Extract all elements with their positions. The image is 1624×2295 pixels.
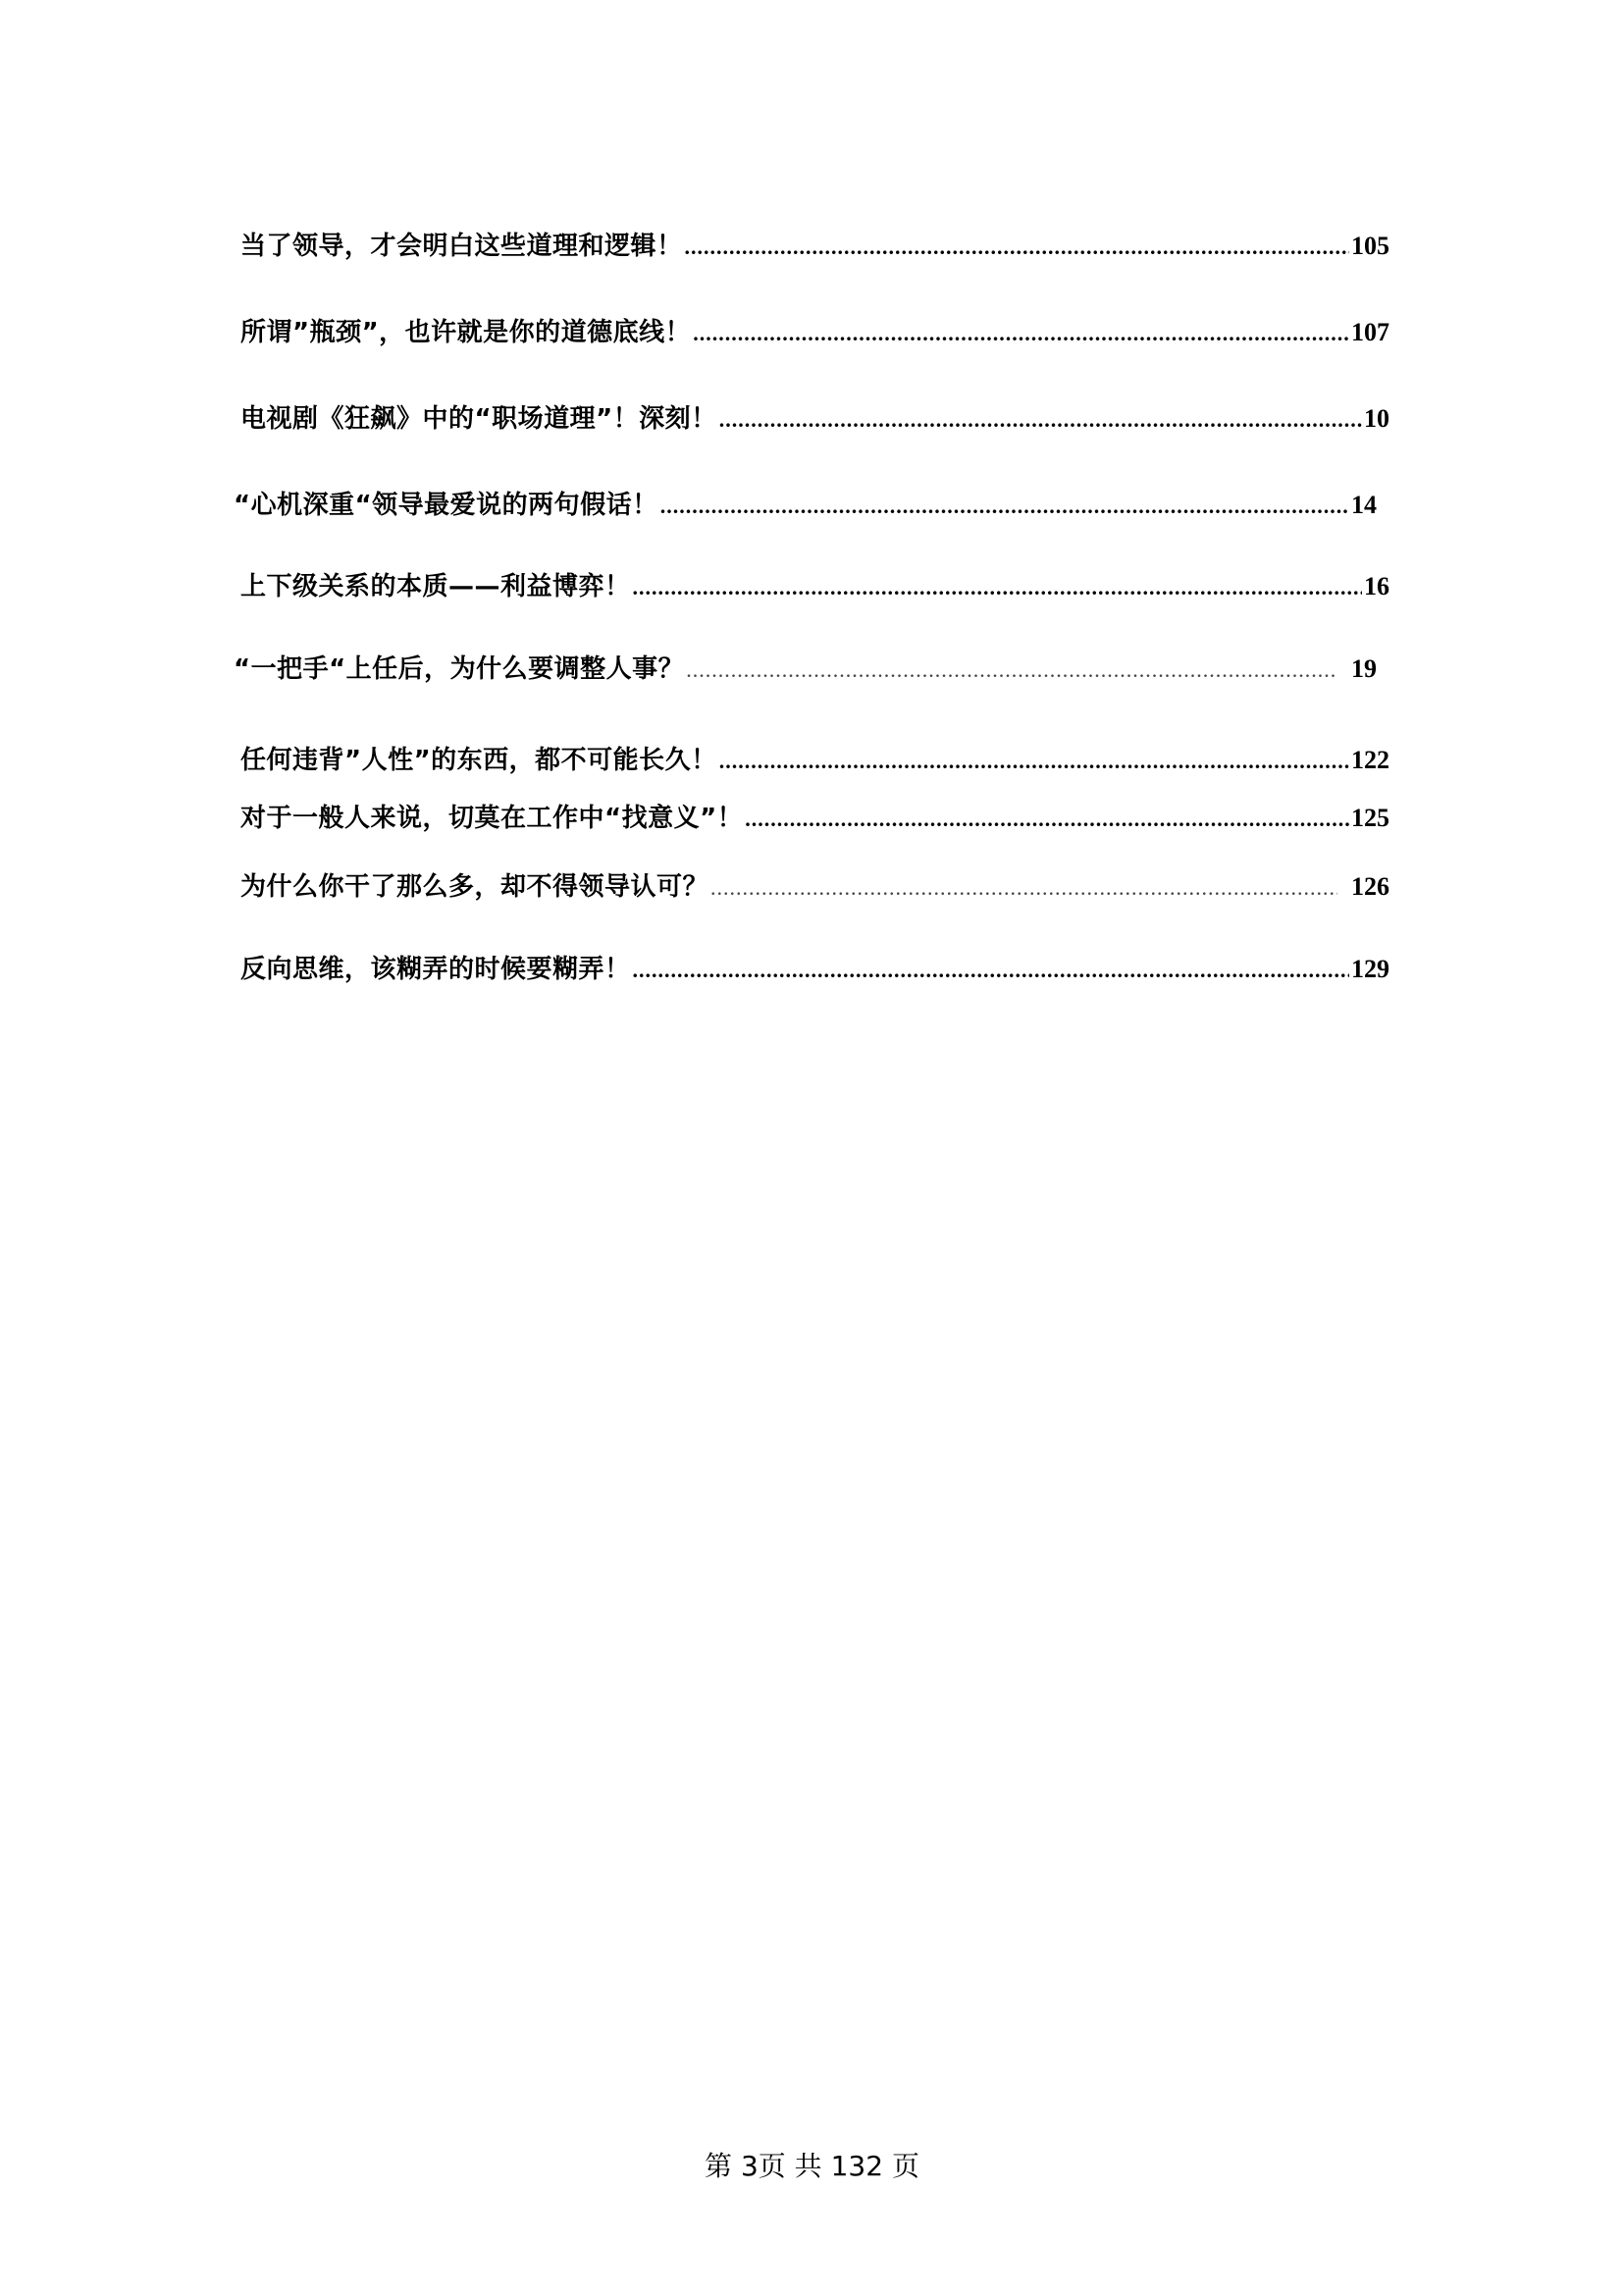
- toc-dot-leader: [686, 657, 1337, 683]
- toc-entry-title: 为什么你干了那么多，却不得领导认可？: [240, 872, 709, 902]
- toc-entry-page: 126: [1351, 872, 1389, 901]
- toc-entry[interactable]: [240, 226, 1389, 265]
- toc-dot-leader: [719, 407, 1362, 433]
- footer-suffix: 页: [883, 2150, 919, 2182]
- toc-entry-page: 105: [1351, 232, 1389, 260]
- footer-total-pages: 132: [830, 2150, 884, 2182]
- toc-entry-page: 10: [1364, 404, 1389, 433]
- toc-entry[interactable]: [240, 798, 1389, 837]
- footer-current-page: 3: [740, 2150, 759, 2182]
- toc-entry-title: 对于一般人来说，切莫在工作中“找意义”！: [240, 804, 744, 833]
- toc-entry[interactable]: [240, 740, 1389, 779]
- toc-entry[interactable]: [240, 949, 1389, 988]
- toc-entry-title: 反向思维，该糊弄的时候要糊弄！: [240, 955, 631, 984]
- toc-entry[interactable]: [234, 649, 1377, 688]
- toc-entry[interactable]: [234, 485, 1377, 524]
- toc-entry[interactable]: [240, 866, 1389, 906]
- footer-middle: 页 共: [758, 2150, 831, 2182]
- toc-entry-title: 电视剧《狂飙》中的“职场道理”！深刻！: [240, 404, 717, 434]
- toc-dot-leader: [745, 807, 1349, 832]
- toc-entry-title: 任何违背”人性”的东西，都不可能长久！: [240, 746, 717, 775]
- toc-entry[interactable]: [240, 566, 1389, 605]
- page-footer: [0, 2145, 1624, 2184]
- toc-entry-title: 当了领导，才会明白这些道理和逻辑！: [240, 232, 683, 261]
- toc-dot-leader: [633, 575, 1362, 600]
- toc-entry-title: 上下级关系的本质——利益博弈！: [240, 572, 631, 601]
- toc-dot-leader: [685, 235, 1349, 260]
- toc-dot-leader: [710, 875, 1337, 901]
- toc-dot-leader: [660, 494, 1349, 519]
- toc-entry-page: 129: [1351, 955, 1389, 983]
- toc-entry-page: 125: [1351, 804, 1389, 832]
- toc-entry-page: 122: [1351, 746, 1389, 774]
- toc-entry-page: 107: [1351, 318, 1389, 346]
- toc-entry[interactable]: [240, 398, 1389, 438]
- toc-entry-page: 14: [1351, 491, 1377, 519]
- toc-entry-page: 16: [1364, 572, 1389, 600]
- footer-prefix: 第: [705, 2150, 741, 2182]
- toc-entry-title: “心机深重“领导最爱说的两句假话！: [234, 491, 658, 520]
- toc-entry-title: 所谓”瓶颈”，也许就是你的道德底线！: [240, 318, 692, 347]
- toc-entry[interactable]: [240, 312, 1389, 351]
- table-of-contents: [0, 0, 1624, 1079]
- toc-dot-leader: [633, 958, 1349, 983]
- toc-entry-page: 19: [1351, 654, 1377, 683]
- toc-dot-leader: [693, 321, 1349, 346]
- toc-entry-title: “一把手“上任后，为什么要调整人事？: [234, 654, 685, 684]
- toc-dot-leader: [719, 749, 1349, 774]
